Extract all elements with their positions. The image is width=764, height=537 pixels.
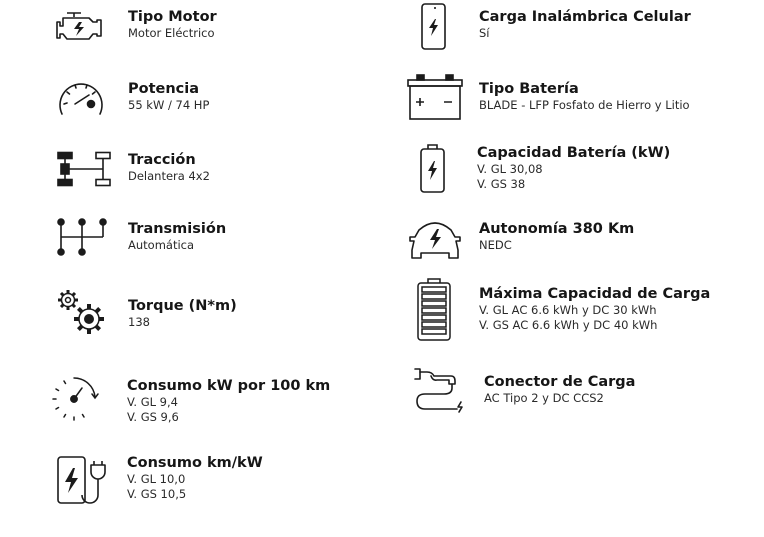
drivetrain-axle-icon [57, 151, 111, 187]
spec-value: V. GL 30,08 [477, 162, 543, 176]
phone-charging-icon [421, 3, 447, 51]
spec-value: V. GS 9,6 [127, 410, 179, 424]
charging-connector-icon [413, 366, 469, 418]
battery-plug-icon [57, 455, 109, 507]
spec-title: Tipo Motor [128, 9, 217, 25]
spec-title: Tipo Batería [479, 81, 579, 97]
spec-title: Transmisión [128, 221, 227, 237]
spec-value: 138 [128, 315, 150, 329]
spec-value: BLADE - LFP Fosfato de Hierro y Litio [479, 98, 690, 112]
spec-value: Automática [128, 238, 195, 252]
spec-value: Sí [479, 26, 490, 40]
spec-title: Máxima Capacidad de Carga [479, 286, 711, 302]
spec-value: V. GL 10,0 [127, 472, 186, 486]
spec-title: Tracción [128, 152, 196, 168]
spec-value: V. GS AC 6.6 kWh y DC 40 kWh [479, 318, 658, 332]
spec-title: Consumo km/kW [127, 455, 263, 471]
spec-value: Motor Eléctrico [128, 26, 215, 40]
battery-charging-icon [420, 144, 446, 194]
gears-icon [56, 288, 108, 338]
engine-icon [55, 8, 103, 44]
spec-value: V. GL 9,4 [127, 395, 178, 409]
spec-title: Carga Inalámbrica Celular [479, 9, 691, 25]
spec-value: 55 kW / 74 HP [128, 98, 210, 112]
spec-title: Potencia [128, 81, 200, 97]
spec-value: AC Tipo 2 y DC CCS2 [484, 391, 604, 405]
consumption-gauge-icon [50, 375, 102, 423]
spec-value: V. GS 10,5 [127, 487, 187, 501]
spec-value: V. GS 38 [477, 177, 526, 191]
spec-title: Autonomía 380 Km [479, 221, 635, 237]
gear-shift-pattern-icon [57, 217, 107, 257]
spec-title: Consumo kW por 100 km [127, 378, 331, 394]
speedometer-icon [55, 76, 107, 120]
spec-value: Delantera 4x2 [128, 169, 210, 183]
spec-title: Capacidad Batería (kW) [477, 145, 671, 161]
electric-car-icon [407, 218, 463, 260]
spec-value: NEDC [479, 238, 512, 252]
battery-cells-icon [417, 278, 451, 342]
spec-title: Torque (N*m) [128, 298, 237, 314]
car-battery-icon [407, 73, 463, 121]
spec-value: V. GL AC 6.6 kWh y DC 30 kWh [479, 303, 657, 317]
spec-title: Conector de Carga [484, 374, 636, 390]
